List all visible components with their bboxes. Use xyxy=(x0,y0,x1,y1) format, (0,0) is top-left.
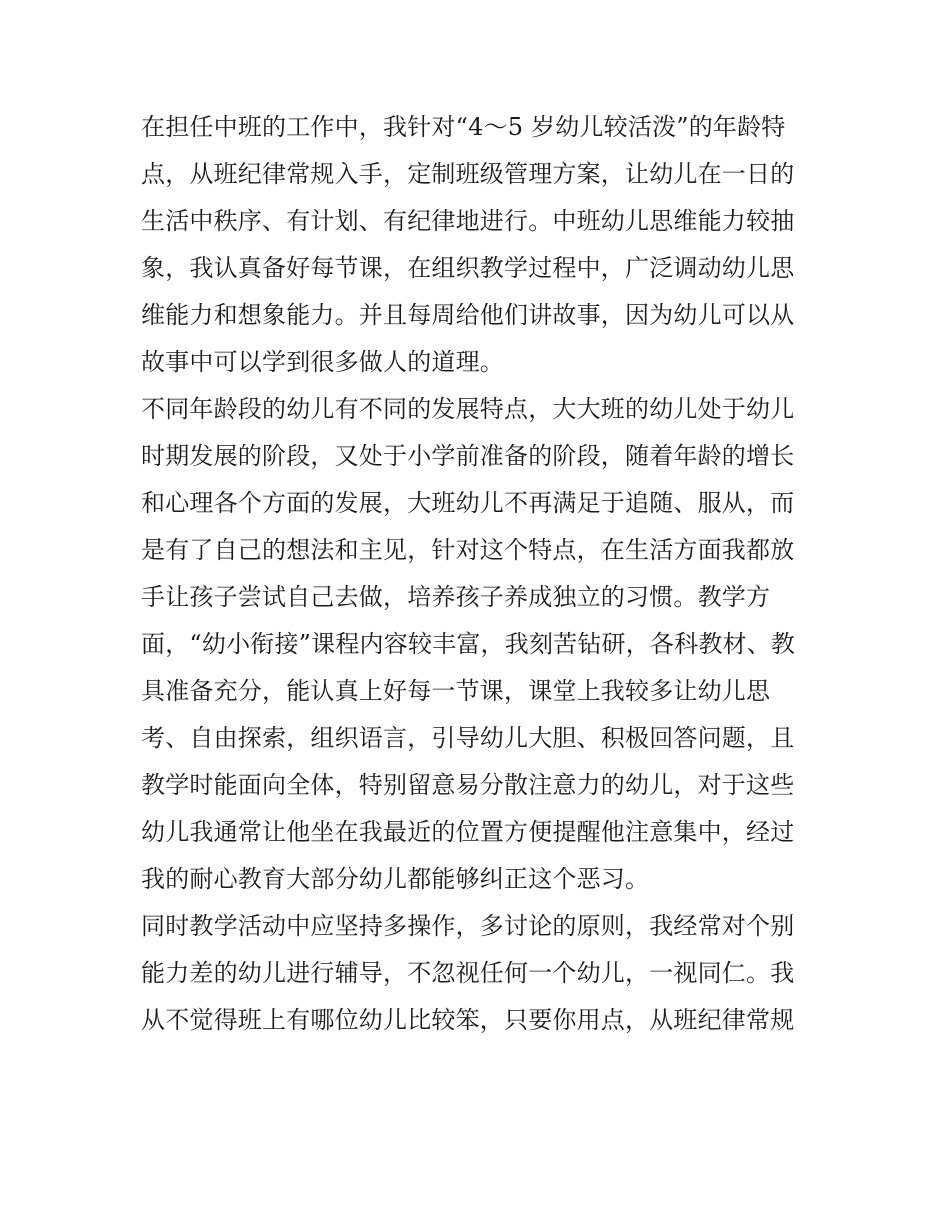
text-line: 点，从班纪律常规入手，定制班级管理方案，让幼儿在一日的 xyxy=(141,160,795,188)
text-line: 在担任中班的工作中，我针对“4～5 岁幼儿较活泼”的年龄特 xyxy=(141,113,786,141)
text-line: 教学时能面向全体，特别留意易分散注意力的幼儿，对于这些 xyxy=(141,771,795,799)
text-line: 能力差的幼儿进行辅导，不忽视任何一个幼儿，一视同仁。我 xyxy=(141,959,795,987)
text-line: 幼儿我通常让他坐在我最近的位置方便提醒他注意集中，经过 xyxy=(141,818,795,846)
text-line: 和心理各个方面的发展，大班幼儿不再满足于追随、服从，而 xyxy=(141,489,795,517)
text-line: 时期发展的阶段，又处于小学前准备的阶段，随着年龄的增长 xyxy=(141,442,795,470)
text-line: 同时教学活动中应坚持多操作，多讨论的原则，我经常对个别 xyxy=(141,912,795,940)
text-line: 故事中可以学到很多做人的道理。 xyxy=(141,348,504,376)
text-line: 象，我认真备好每节课，在组织教学过程中，广泛调动幼儿思 xyxy=(141,254,795,282)
text-line: 手让孩子尝试自己去做，培养孩子养成独立的习惯。教学方 xyxy=(141,583,771,611)
text-line: 是有了自己的想法和主见，针对这个特点，在生活方面我都放 xyxy=(141,536,795,564)
text-line: 我的耐心教育大部分幼儿都能够纠正这个恶习。 xyxy=(141,865,650,893)
text-line: 从不觉得班上有哪位幼儿比较笨，只要你用点，从班纪律常规 xyxy=(141,1006,795,1034)
text-line: 不同年龄段的幼儿有不同的发展特点，大大班的幼儿处于幼儿 xyxy=(141,395,795,423)
text-line: 具准备充分，能认真上好每一节课，课堂上我较多让幼儿思 xyxy=(141,677,771,705)
body-text xyxy=(141,104,821,1044)
text-line: 面，“幼小衔接”课程内容较丰富，我刻苦钻研，各科教材、教 xyxy=(141,630,796,658)
text-line: 考、自由探索，组织语言，引导幼儿大胆、积极回答问题，且 xyxy=(141,724,795,752)
text-line: 生活中秩序、有计划、有纪律地进行。中班幼儿思维能力较抽 xyxy=(141,207,795,235)
text-line: 维能力和想象能力。并且每周给他们讲故事，因为幼儿可以从 xyxy=(141,301,795,329)
